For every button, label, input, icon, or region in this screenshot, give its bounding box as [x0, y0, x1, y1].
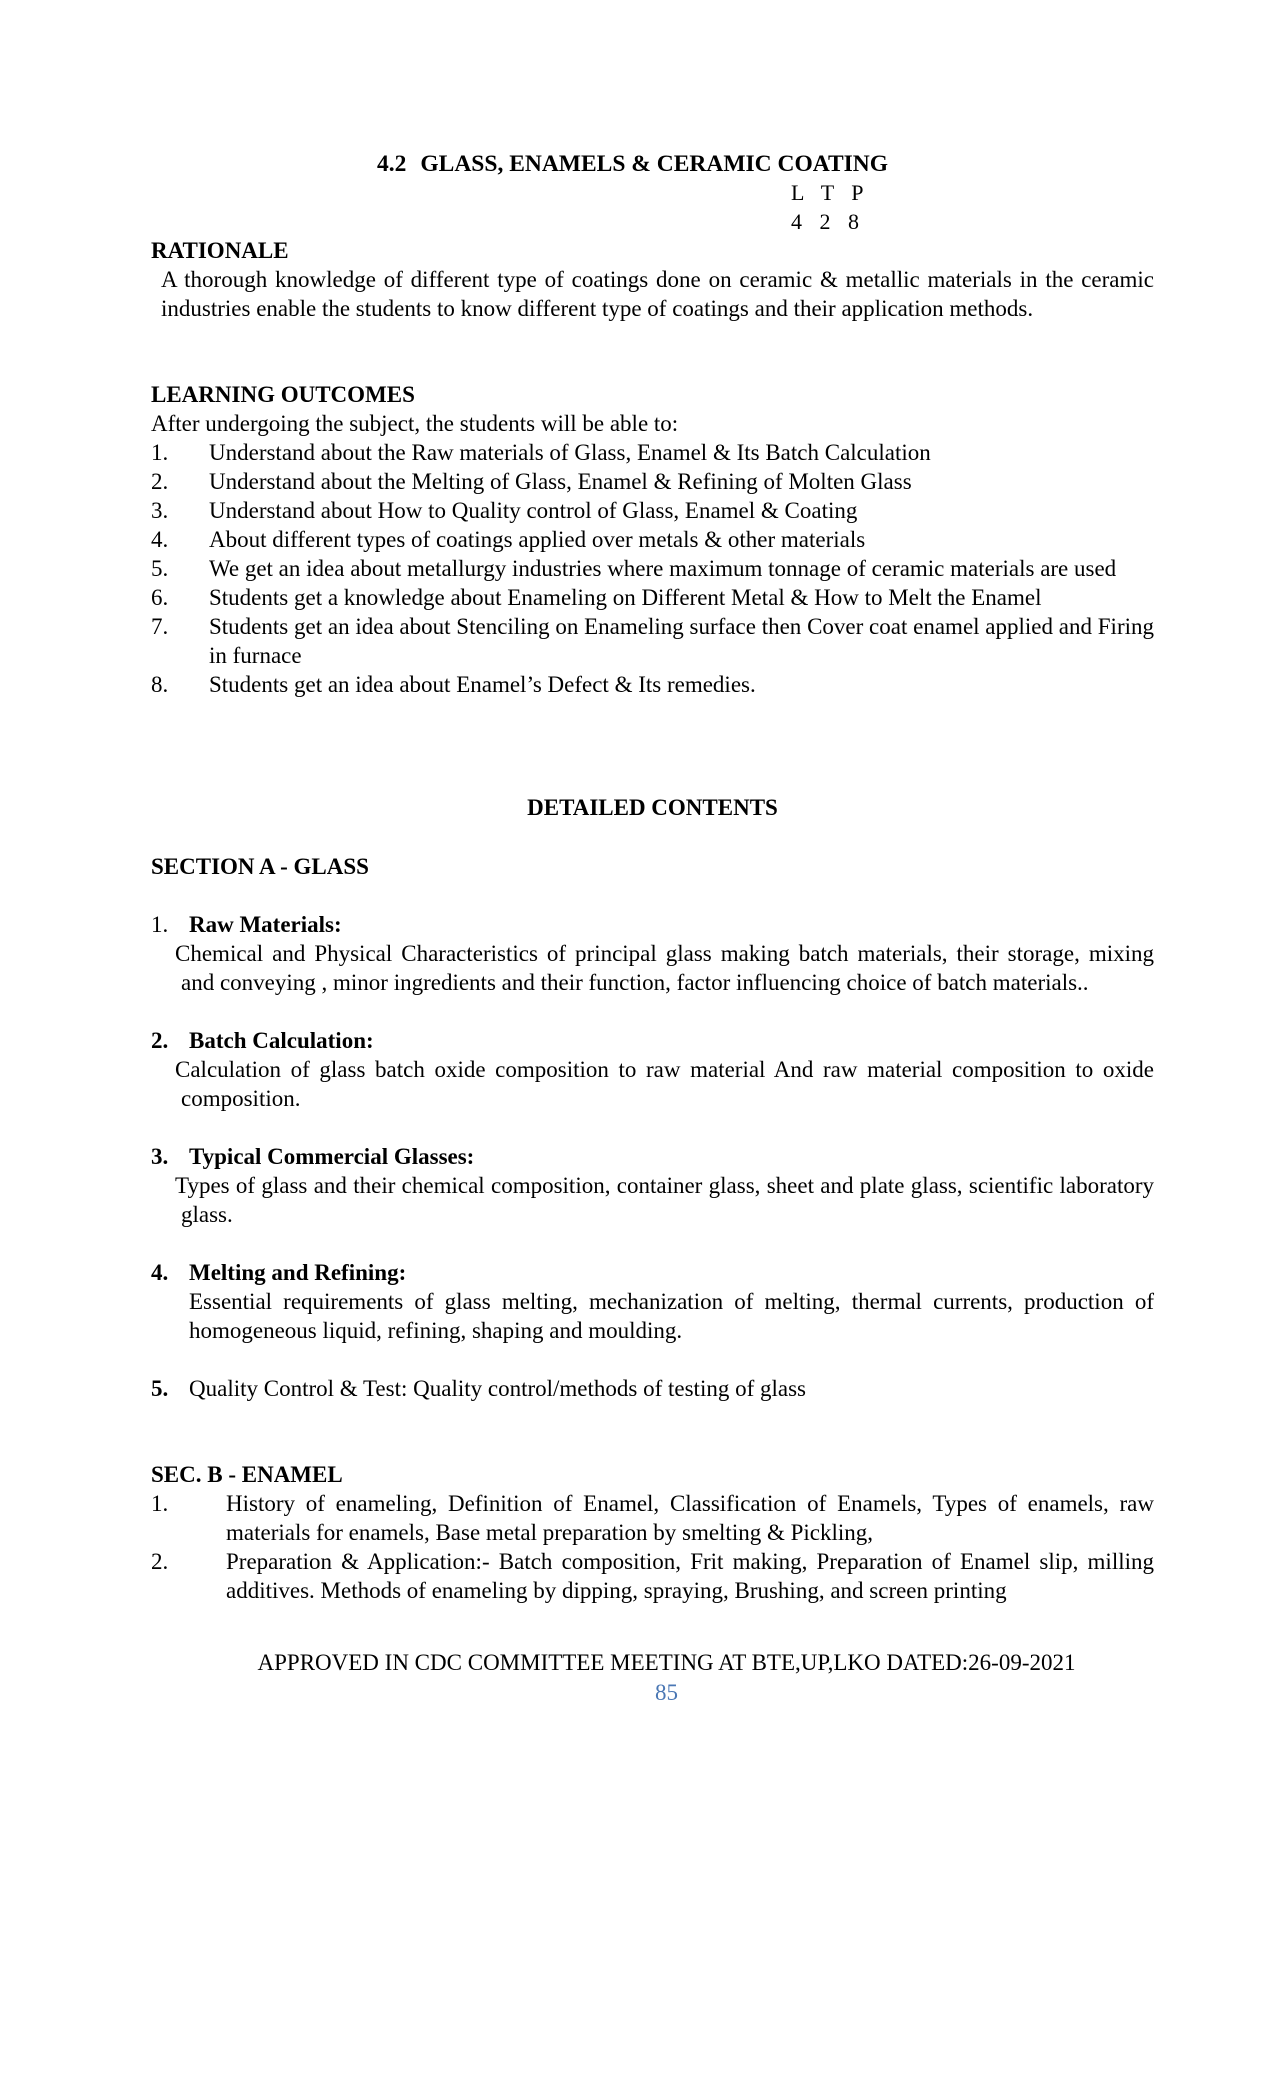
topic-title-line — [151, 910, 1154, 939]
topic-item — [151, 910, 1154, 997]
ltp-block — [791, 178, 870, 236]
learning-outcome-text: Students get an idea about Stenciling on Enameling surface then Cover coat enamel applied and Firing in furnace — [209, 614, 1154, 668]
learning-outcomes-section — [151, 380, 1154, 699]
learning-outcome-item — [151, 554, 1154, 583]
topic-number: 5. — [151, 1376, 169, 1401]
topic-title: Batch Calculation: — [189, 1028, 374, 1053]
list-number: 1. — [151, 440, 169, 465]
learning-outcome-item — [151, 467, 1154, 496]
learning-outcomes-list — [151, 438, 1154, 699]
topic-body: Calculation of glass batch oxide composition to raw material And raw material composition to oxide composition. — [175, 1057, 1154, 1111]
learning-outcome-text: Understand about the Raw materials of Glass, Enamel & Its Batch Calculation — [209, 440, 931, 465]
section-b-heading: SEC. B - ENAMEL — [151, 1462, 343, 1487]
topic-number: 2. — [151, 1028, 169, 1053]
learning-outcome-text: About different types of coatings applied over metals & other materials — [209, 527, 866, 552]
topic-body: Quality Control & Test: Quality control/methods of testing of glass — [189, 1376, 806, 1401]
section-b-list — [151, 1489, 1154, 1605]
enamel-item — [151, 1489, 1154, 1547]
list-number: 8. — [151, 672, 169, 697]
list-number: 7. — [151, 614, 169, 639]
section-a-heading: SECTION A - GLASS — [151, 854, 369, 879]
learning-outcome-item — [151, 670, 1154, 699]
learning-outcome-text: Students get an idea about Enamel’s Defect & Its remedies. — [209, 672, 756, 697]
subject-name: GLASS, ENAMELS & CERAMIC COATING — [420, 151, 889, 177]
rationale-section — [151, 236, 1154, 323]
section-a-topics — [151, 910, 1154, 1403]
topic-number: 3. — [151, 1144, 169, 1169]
topic-title-line — [151, 1142, 1154, 1171]
rationale-heading: RATIONALE — [151, 238, 289, 263]
topic-item — [151, 1026, 1154, 1113]
ltp-values: 4 2 8 — [791, 209, 865, 234]
topic-title-line — [151, 1258, 1154, 1287]
learning-outcome-item — [151, 525, 1154, 554]
learning-outcome-item — [151, 583, 1154, 612]
list-number: 2. — [151, 1549, 169, 1574]
topic-body: Chemical and Physical Characteristics of principal glass making batch materials, their storage, mixing and conveying , minor ingredients and their function, factor influencing choice of batch materials.. — [175, 941, 1154, 995]
topic-title-line — [151, 1026, 1154, 1055]
list-number: 5. — [151, 556, 169, 581]
section-b — [151, 1460, 1154, 1605]
page-number: 85 — [655, 1680, 678, 1705]
list-number: 1. — [151, 1491, 169, 1516]
learning-outcomes-heading: LEARNING OUTCOMES — [151, 382, 415, 407]
learning-outcome-item — [151, 612, 1154, 670]
ltp-labels: L T P — [791, 180, 870, 205]
topic-body: Essential requirements of glass melting, mechanization of melting, thermal currents, production of homogeneous liquid, refining, shaping and moulding. — [189, 1289, 1154, 1343]
list-number: 3. — [151, 498, 169, 523]
topic-title-line — [151, 1374, 1154, 1403]
topic-title: Typical Commercial Glasses: — [189, 1144, 475, 1169]
learning-outcome-item — [151, 438, 1154, 467]
rationale-text: A thorough knowledge of different type of coatings done on ceramic & metallic materials in the ceramic industries enable the students to know different type of coatings and their application methods. — [161, 267, 1154, 321]
approval-footer: APPROVED IN CDC COMMITTEE MEETING AT BTE,UP,LKO DATED:26-09-2021 — [257, 1650, 1076, 1675]
subject-title — [377, 150, 1177, 179]
learning-outcomes-intro: After undergoing the subject, the students will be able to: — [151, 411, 679, 436]
learning-outcome-text: We get an idea about metallurgy industries where maximum tonnage of ceramic materials are used — [209, 556, 1117, 581]
list-number: 4. — [151, 527, 169, 552]
list-number: 6. — [151, 585, 169, 610]
detailed-contents-heading: DETAILED CONTENTS — [527, 795, 778, 820]
learning-outcome-text: Understand about the Melting of Glass, Enamel & Refining of Molten Glass — [209, 469, 912, 494]
learning-outcome-text: Understand about How to Quality control of Glass, Enamel & Coating — [209, 498, 858, 523]
learning-outcome-text: Students get a knowledge about Enameling on Different Metal & How to Melt the Enamel — [209, 585, 1042, 610]
learning-outcome-item — [151, 496, 1154, 525]
topic-title: Melting and Refining: — [189, 1260, 407, 1285]
enamel-item-text: Preparation & Application:- Batch composition, Frit making, Preparation of Enamel slip, milling additives. Methods of enameling by dipping, spraying, Brushing, and screen printing — [226, 1549, 1154, 1603]
topic-body: Types of glass and their chemical composition, container glass, sheet and plate glass, scientific laboratory glass. — [175, 1173, 1154, 1227]
topic-number: 4. — [151, 1260, 169, 1285]
topic-item — [151, 1142, 1154, 1229]
topic-number: 1. — [151, 912, 169, 937]
topic-title: Raw Materials: — [189, 912, 342, 937]
subject-number: 4.2 — [377, 151, 407, 177]
list-number: 2. — [151, 469, 169, 494]
enamel-item-text: History of enameling, Definition of Enamel, Classification of Enamels, Types of enamels, raw materials for enamels, Base metal preparation by smelting & Pickling, — [226, 1491, 1154, 1545]
topic-item — [151, 1258, 1154, 1345]
enamel-item — [151, 1547, 1154, 1605]
topic-item — [151, 1374, 1154, 1403]
